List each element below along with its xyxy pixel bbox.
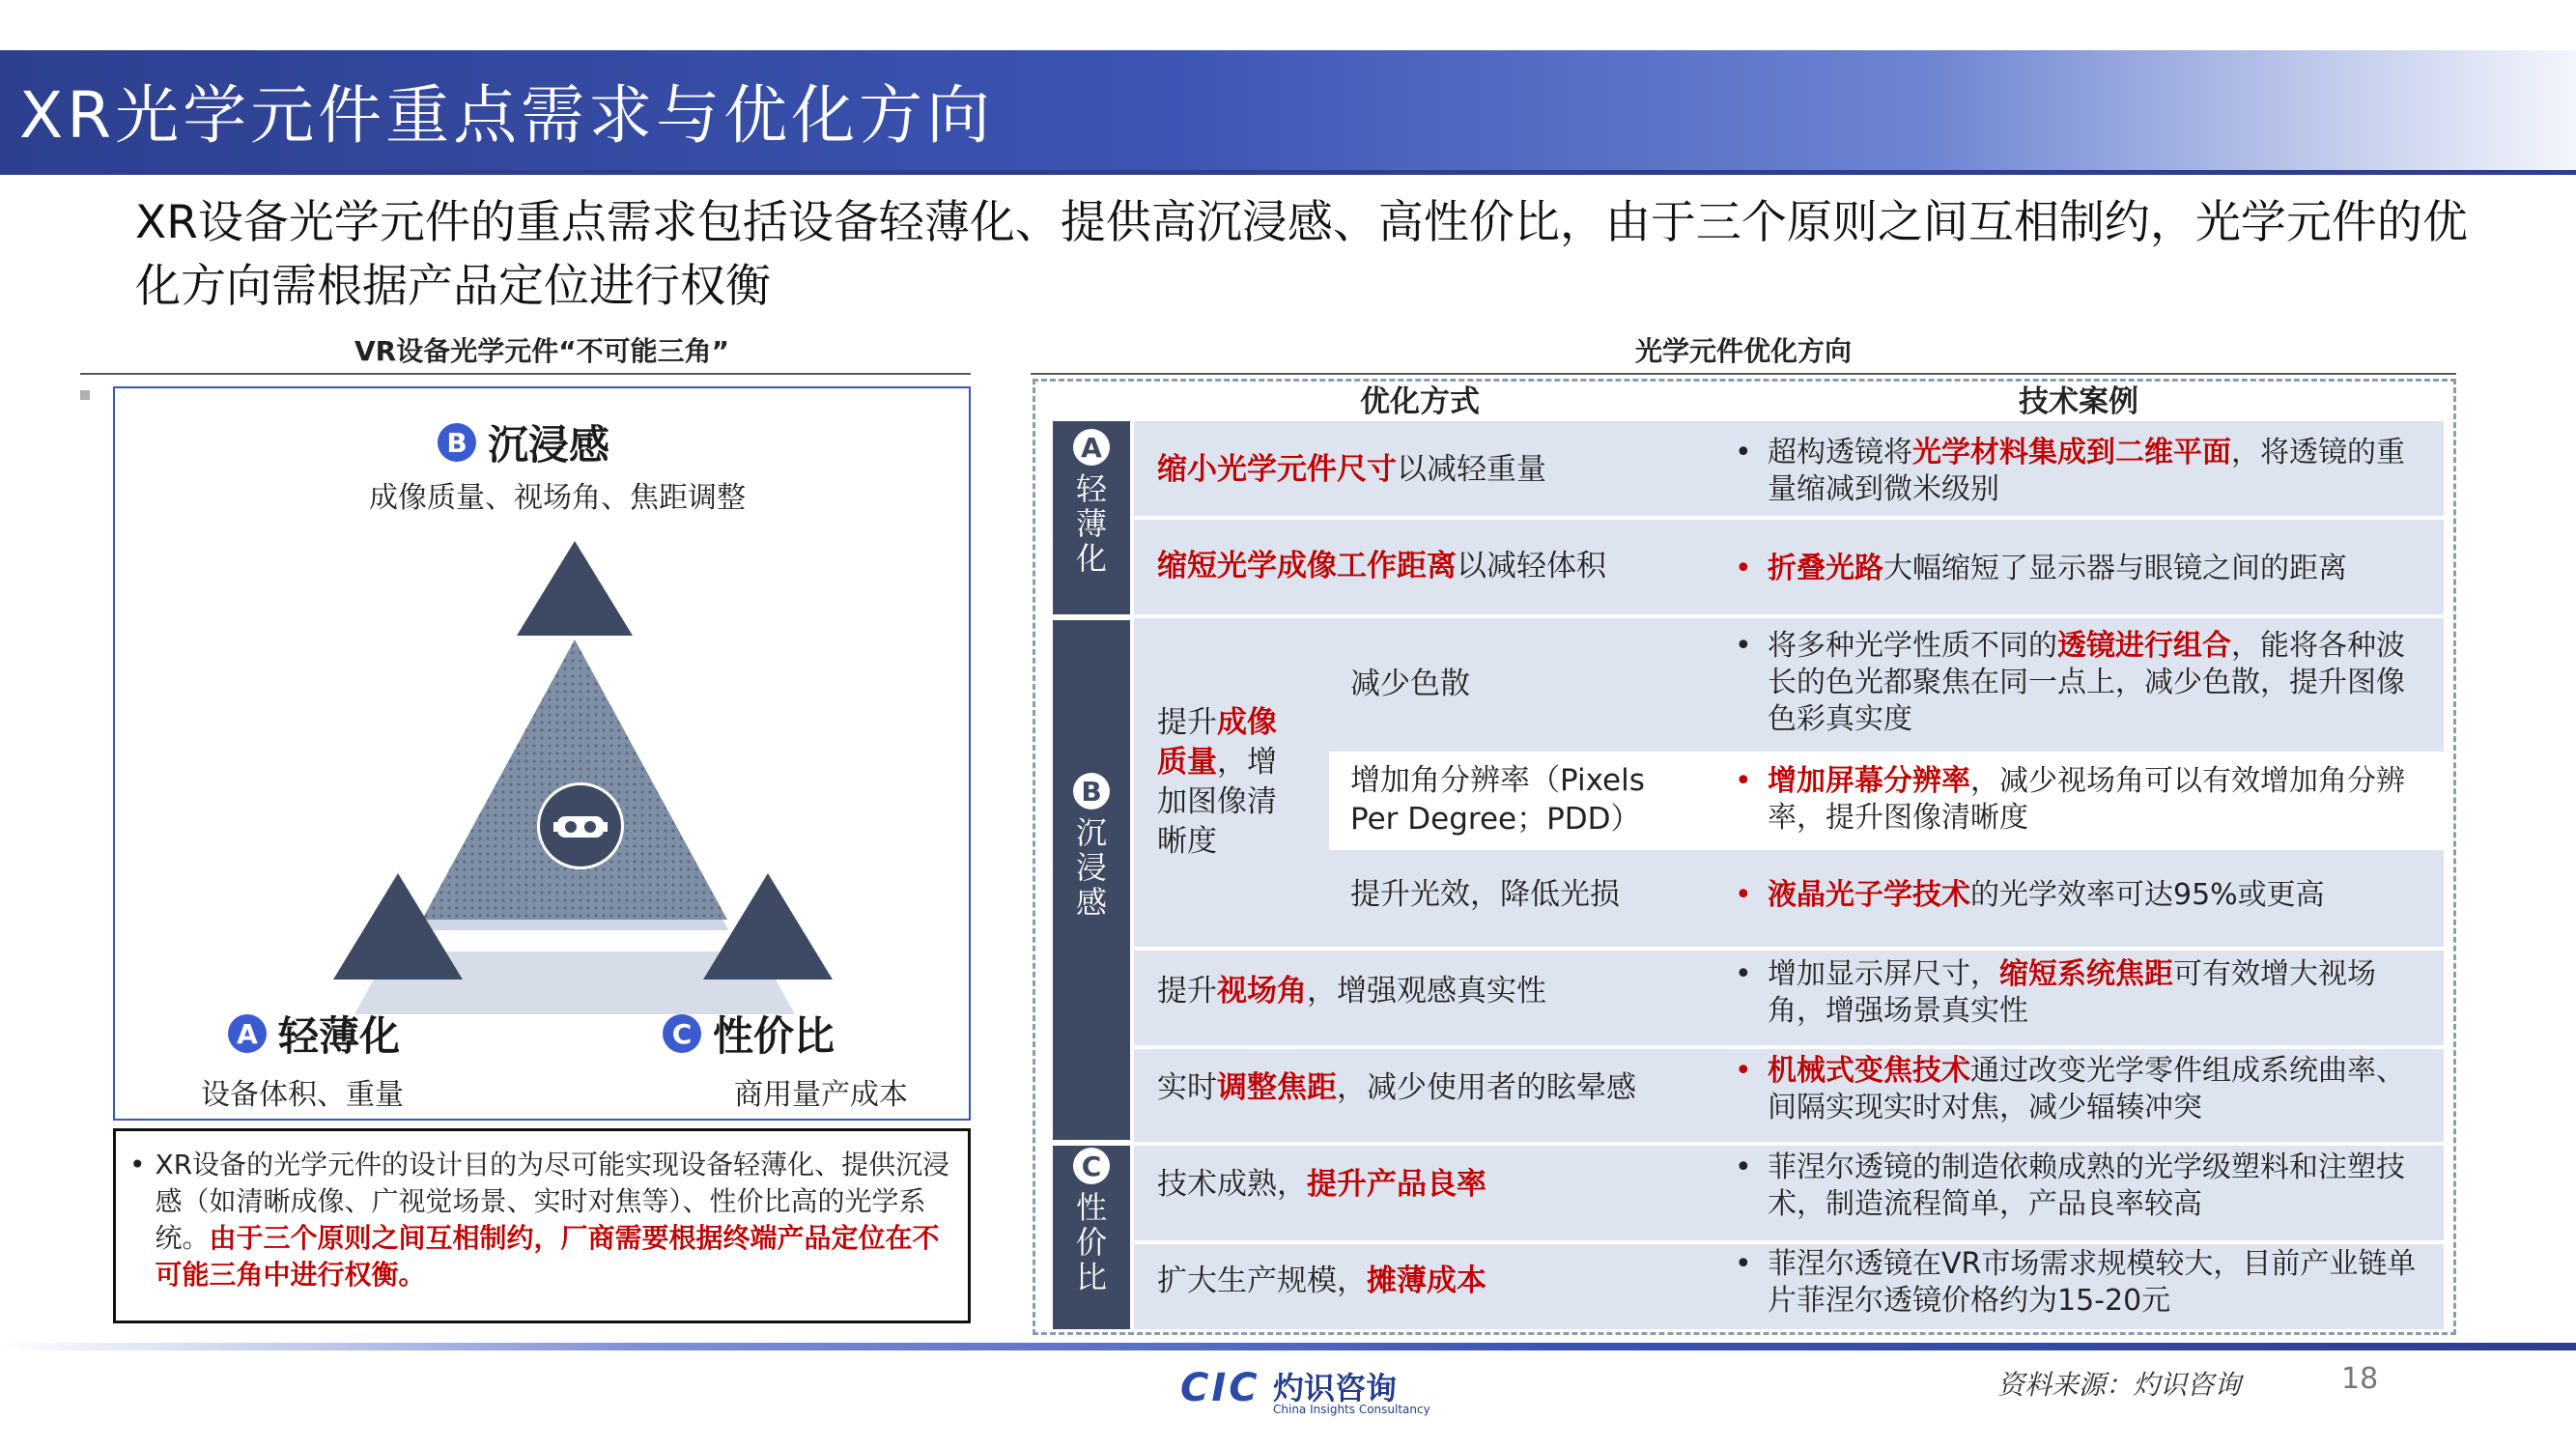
group-b-letter: B bbox=[1073, 773, 1110, 810]
group-b-label: 沉浸感 bbox=[1075, 814, 1107, 921]
case-5 bbox=[1735, 877, 2424, 914]
intro-text: XR设备光学元件的重点需求包括设备轻薄化、提供高沉浸感、高性价比，由于三个原则之间互相制约，光学元件的优化方向需根据产品定位进行权衡 bbox=[135, 196, 2468, 313]
case-6-bullet: • bbox=[1735, 957, 1752, 991]
title-underline bbox=[0, 170, 2576, 175]
case-6-a: 增加显示屏尺寸， bbox=[1768, 957, 1999, 991]
left-section-title: VR设备光学元件“不可能三角” bbox=[354, 335, 730, 367]
case-2 bbox=[1735, 551, 2424, 587]
node-b-letter: B bbox=[438, 423, 476, 462]
node-b-label: 沉浸感 bbox=[488, 421, 610, 469]
method-6 bbox=[1157, 972, 1546, 1011]
node-c-label: 性价比 bbox=[713, 1012, 835, 1060]
case-3-b: ，能将各种波长的色光都聚焦在同一点上，减少色散，提升图像色彩真实度 bbox=[1768, 629, 2405, 736]
vr-headset-icon bbox=[537, 782, 624, 869]
method-7 bbox=[1157, 1068, 1636, 1108]
case-6-emphasis: 缩短系统焦距 bbox=[1999, 957, 2173, 991]
group-a-label: 轻薄化 bbox=[1075, 470, 1107, 577]
method-7-b: ，减少使用者的眩晕感 bbox=[1337, 1070, 1636, 1105]
case-1-emphasis: 光学材料集成到二维平面 bbox=[1912, 436, 2231, 469]
method-b-parent-b: ，增加图像清晰度 bbox=[1157, 745, 1277, 859]
inner-triangle bbox=[422, 639, 727, 920]
method-b-parent-a: 提升 bbox=[1157, 705, 1217, 740]
case-5-emphasis: 液晶光子学技术 bbox=[1768, 878, 1970, 912]
corner-top bbox=[517, 541, 633, 636]
page-number: 18 bbox=[2341, 1362, 2379, 1396]
case-9 bbox=[1735, 1246, 2424, 1320]
right-section-rule bbox=[1031, 373, 2456, 375]
method-5: 提升光效，降低光损 bbox=[1350, 877, 1620, 912]
method-9-a: 扩大生产规模， bbox=[1157, 1264, 1367, 1298]
case-7 bbox=[1735, 1053, 2424, 1126]
node-a-sub: 设备体积、重量 bbox=[201, 1078, 404, 1112]
method-6-emphasis: 视场角 bbox=[1217, 974, 1307, 1009]
logo-english-name: China Insights Consultancy bbox=[1273, 1403, 1430, 1416]
case-1-bullet: • bbox=[1735, 436, 1752, 469]
title-bullet-marker bbox=[80, 390, 90, 400]
case-4 bbox=[1735, 763, 2424, 837]
case-3 bbox=[1735, 628, 2424, 738]
method-b-parent bbox=[1157, 703, 1302, 862]
case-8-text: 菲涅尔透镜的制造依赖成熟的光学级塑料和注塑技术，制造流程简单，产品良率较高 bbox=[1768, 1151, 2405, 1221]
node-c-title bbox=[663, 1005, 835, 1063]
case-3-bullet: • bbox=[1735, 629, 1752, 663]
source-note: 资料来源：灼识咨询 bbox=[1997, 1369, 2242, 1401]
method-2-emphasis: 缩短光学成像工作距离 bbox=[1157, 549, 1457, 583]
col-header-case: 技术案例 bbox=[2019, 384, 2138, 419]
method-7-a: 实时 bbox=[1157, 1070, 1217, 1105]
node-c-sub: 商用量产成本 bbox=[734, 1078, 908, 1112]
case-1-a: 超构透镜将 bbox=[1768, 436, 1912, 469]
logo-chinese-name: 灼识咨询 bbox=[1273, 1370, 1398, 1406]
page-title: XR光学元件重点需求与优化方向 bbox=[19, 78, 995, 153]
note-bullet: • bbox=[129, 1149, 146, 1180]
right-section-title: 光学元件优化方向 bbox=[1634, 335, 1852, 367]
method-8 bbox=[1157, 1165, 1486, 1205]
method-9-emphasis: 摊薄成本 bbox=[1367, 1264, 1486, 1298]
note-text: XR设备的光学元件的设计目的为尽可能实现设备轻薄化、提供沉浸感（如清晰成像、广视觉场景、实时对焦等）、性价比高的光学系统。 bbox=[155, 1149, 950, 1254]
node-c-letter: C bbox=[663, 1014, 701, 1053]
node-b-sub: 成像质量、视场角、焦距调整 bbox=[369, 481, 746, 515]
sep-b2 bbox=[1329, 846, 2444, 850]
case-2-rest: 大幅缩短了显示器与眼镜之间的距离 bbox=[1883, 552, 2347, 585]
note-box bbox=[113, 1128, 971, 1323]
left-section-rule bbox=[80, 373, 971, 375]
method-3: 减少色散 bbox=[1350, 667, 1470, 701]
method-8-a: 技术成熟， bbox=[1157, 1167, 1307, 1202]
case-5-rest: 的光学效率可达95%或更高 bbox=[1970, 878, 2325, 912]
method-1-emphasis: 缩小光学元件尺寸 bbox=[1157, 452, 1397, 487]
method-1 bbox=[1157, 450, 1546, 490]
case-8 bbox=[1735, 1150, 2424, 1223]
method-b-parent-emphasis: 成像质量 bbox=[1157, 705, 1277, 780]
method-7-emphasis: 调整焦距 bbox=[1217, 1070, 1337, 1105]
case-2-emphasis: 折叠光路 bbox=[1768, 552, 1883, 585]
case-7-emphasis: 机械式变焦技术 bbox=[1768, 1054, 1970, 1088]
group-a-letter: A bbox=[1073, 429, 1110, 466]
case-4-rest: ，减少视场角可以有效增加角分辨率，提升图像清晰度 bbox=[1768, 764, 2405, 835]
case-1-b: ，将透镜的重量缩减到微米级别 bbox=[1768, 436, 2405, 506]
node-a-title bbox=[228, 1005, 400, 1063]
method-6-a: 提升 bbox=[1157, 974, 1217, 1009]
case-9-bullet: • bbox=[1735, 1247, 1752, 1281]
group-c-letter: C bbox=[1073, 1148, 1110, 1184]
method-8-emphasis: 提升产品良率 bbox=[1307, 1167, 1486, 1202]
node-b-title bbox=[438, 413, 609, 471]
method-9 bbox=[1157, 1262, 1486, 1301]
case-6 bbox=[1735, 956, 2424, 1030]
group-c-band bbox=[1053, 1146, 1130, 1329]
cic-logo-mark: CIC bbox=[1180, 1366, 1260, 1410]
case-7-bullet: • bbox=[1735, 1054, 1752, 1088]
case-2-bullet: • bbox=[1735, 552, 1752, 585]
case-5-bullet: • bbox=[1735, 878, 1752, 912]
note-emphasis: 由于三个原则之间互相制约，厂商需要根据终端产品定位在不可能三角中进行权衡。 bbox=[155, 1222, 940, 1291]
group-a-band bbox=[1053, 421, 1130, 614]
node-a-letter: A bbox=[228, 1014, 267, 1053]
node-a-label: 轻薄化 bbox=[278, 1012, 401, 1060]
case-3-a: 将多种光学性质不同的 bbox=[1768, 629, 2057, 663]
method-2 bbox=[1157, 547, 1606, 586]
method-6-b: ，增强观感真实性 bbox=[1307, 974, 1546, 1009]
case-7-rest: 通过改变光学零件组成系统曲率、间隔实现实时对焦，减少辐辏冲突 bbox=[1768, 1054, 2405, 1124]
case-3-emphasis: 透镜进行组合 bbox=[2057, 629, 2231, 663]
group-c-label: 性价比 bbox=[1075, 1189, 1107, 1295]
col-header-method: 优化方式 bbox=[1360, 384, 1480, 419]
method-4: 增加角分辨率（Pixels Per Degree；PDD） bbox=[1350, 763, 1645, 837]
method-1-rest: 以减轻重量 bbox=[1397, 452, 1546, 487]
case-6-b: 可有效增大视场角，增强场景真实性 bbox=[1768, 957, 2376, 1028]
group-b-band bbox=[1053, 620, 1130, 1140]
case-4-bullet: • bbox=[1735, 764, 1752, 798]
footer-rule bbox=[0, 1343, 2576, 1350]
case-1 bbox=[1735, 435, 2424, 508]
case-8-bullet: • bbox=[1735, 1151, 1752, 1184]
case-9-text: 菲涅尔透镜在VR市场需求规模较大，目前产业链单片菲涅尔透镜价格约为15-20元 bbox=[1768, 1247, 2417, 1318]
method-2-rest: 以减轻体积 bbox=[1457, 549, 1606, 583]
case-4-emphasis: 增加屏幕分辨率 bbox=[1768, 764, 1970, 798]
